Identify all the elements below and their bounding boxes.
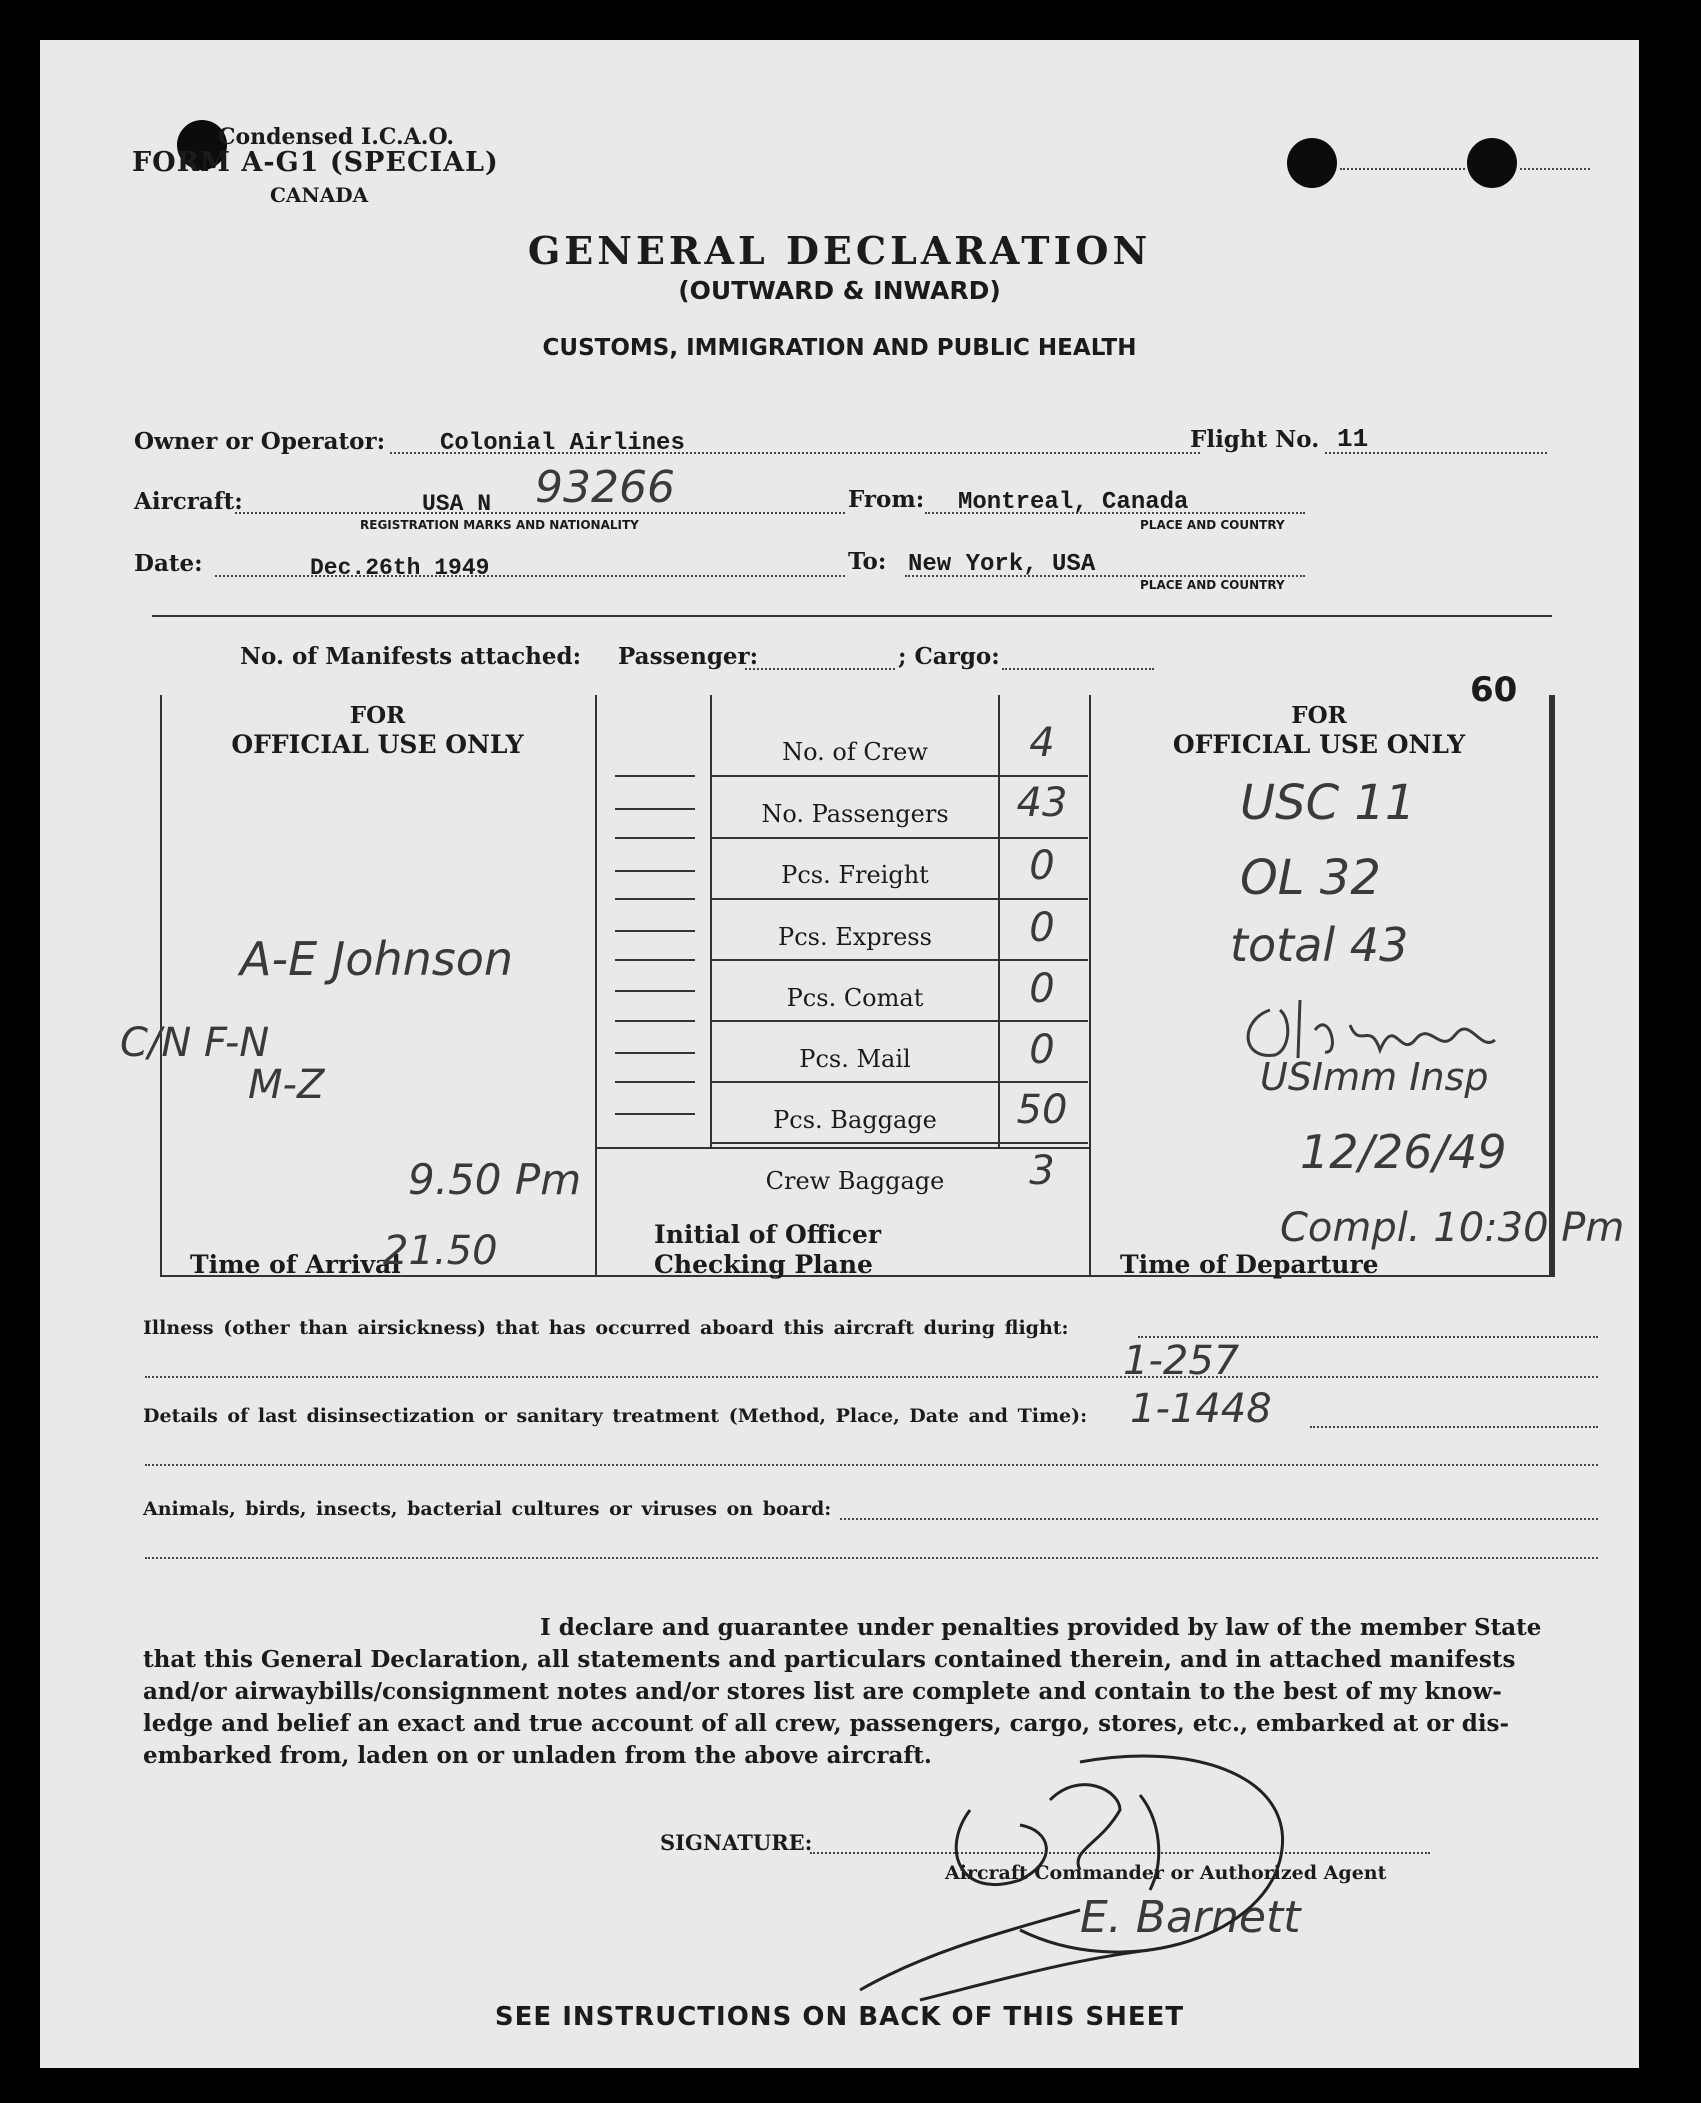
row-value-crew-baggage: 3 bbox=[1029, 1148, 1055, 1194]
right-note-1: USC 11 bbox=[1240, 775, 1416, 831]
row-value-crew: 4 bbox=[1029, 720, 1055, 766]
declaration-line-4: ledge and belief an exact and true account of all crew, passengers, cargo, stores, etc., embarked at or dis- bbox=[143, 1710, 1510, 1737]
right-official-header-2: OFFICIAL USE ONLY bbox=[1172, 730, 1466, 759]
date-value: Dec.26th 1949 bbox=[310, 555, 490, 581]
row-value-express: 0 bbox=[1029, 905, 1055, 951]
owner-label: Owner or Operator: bbox=[134, 428, 386, 455]
declaration-line-1: I declare and guarantee under penalties provided by law of the member State bbox=[540, 1614, 1542, 1641]
owner-value: Colonial Airlines bbox=[440, 430, 685, 457]
left-note-3: M-Z bbox=[248, 1062, 325, 1108]
officer-label-1: Initial of Officer bbox=[654, 1220, 882, 1249]
disinsect-handwritten: 1-1448 bbox=[1130, 1386, 1272, 1432]
dotted-line bbox=[1520, 168, 1590, 170]
date-label: Date: bbox=[134, 550, 203, 577]
signature-label: SIGNATURE: bbox=[660, 1830, 813, 1855]
left-official-header-1: FOR bbox=[349, 702, 406, 729]
punch-hole bbox=[1287, 138, 1337, 188]
dotted-line bbox=[1340, 168, 1465, 170]
aircraft-label: Aircraft: bbox=[134, 488, 243, 515]
disinsect-question: Details of last disinsectization or sanitary treatment (Method, Place, Date and Time): bbox=[143, 1405, 1088, 1427]
cargo-label: ; Cargo: bbox=[898, 643, 1000, 670]
row-value-comat: 0 bbox=[1029, 966, 1055, 1012]
row-label-express: Pcs. Express bbox=[778, 923, 932, 951]
document-subheading: CUSTOMS, IMMIGRATION AND PUBLIC HEALTH bbox=[542, 335, 1137, 361]
right-official-header-1: FOR bbox=[1291, 702, 1347, 729]
declaration-line-5: embarked from, laden on or unladen from the above aircraft. bbox=[143, 1742, 932, 1769]
footer-instructions: SEE INSTRUCTIONS ON BACK OF THIS SHEET bbox=[494, 2002, 1185, 2032]
form-line-2: FORM A-G1 (SPECIAL) bbox=[132, 147, 499, 178]
declaration-line-3: and/or airwaybills/consignment notes and/or stores list are complete and contain to the best of my know- bbox=[143, 1678, 1502, 1705]
manifests-label: No. of Manifests attached: bbox=[240, 643, 582, 670]
row-label-passengers: No. Passengers bbox=[761, 800, 949, 828]
flight-value: 11 bbox=[1337, 424, 1369, 454]
row-value-passengers: 43 bbox=[1016, 780, 1068, 826]
punch-hole bbox=[1467, 138, 1517, 188]
form-line-1: Condensed I.C.A.O. bbox=[218, 124, 454, 150]
to-caption: PLACE AND COUNTRY bbox=[1140, 578, 1285, 592]
left-note-1: A-E Johnson bbox=[240, 932, 514, 986]
departure-label: Time of Departure bbox=[1120, 1250, 1379, 1279]
document-title: GENERAL DECLARATION bbox=[527, 228, 1152, 273]
from-label: From: bbox=[848, 486, 925, 513]
inspector-signature-icon bbox=[1230, 980, 1570, 1070]
form-line-3: CANADA bbox=[270, 183, 369, 207]
row-value-mail: 0 bbox=[1029, 1027, 1055, 1073]
corner-number: 60 bbox=[1470, 670, 1518, 710]
to-value: New York, USA bbox=[908, 551, 1096, 578]
animals-question: Animals, birds, insects, bacterial cultures or viruses on board: bbox=[143, 1498, 832, 1520]
right-note-4: USImm Insp bbox=[1260, 1055, 1489, 1099]
aircraft-caption: REGISTRATION MARKS AND NATIONALITY bbox=[360, 518, 639, 532]
illness-question: Illness (other than airsickness) that has occurred aboard this aircraft during flight: bbox=[143, 1317, 1069, 1339]
document-subtitle: (OUTWARD & INWARD) bbox=[678, 276, 1001, 305]
signature-caption: Aircraft Commander or Authorized Agent bbox=[945, 1862, 1387, 1884]
arrival-handwritten: 9.50 Pm bbox=[408, 1155, 582, 1204]
divider bbox=[152, 615, 1552, 617]
from-caption: PLACE AND COUNTRY bbox=[1140, 518, 1285, 532]
aircraft-value: USA N bbox=[422, 491, 492, 517]
row-value-freight: 0 bbox=[1029, 843, 1055, 889]
aircraft-handwritten: 93266 bbox=[535, 462, 675, 513]
arrival-label: Time of Arrival bbox=[190, 1250, 401, 1279]
arrival-value: 21.50 bbox=[383, 1228, 498, 1274]
officer-label-2: Checking Plane bbox=[654, 1250, 873, 1279]
row-label-baggage: Pcs. Baggage bbox=[773, 1106, 937, 1134]
declaration-line-2: that this General Declaration, all statements and particulars contained therein, and in attached manifests bbox=[143, 1646, 1516, 1673]
flight-label: Flight No. bbox=[1190, 426, 1320, 453]
right-note-6: Compl. 10:30 Pm bbox=[1280, 1205, 1625, 1251]
signature-name: E. Barnett bbox=[1080, 1892, 1301, 1943]
illness-handwritten: 1-257 bbox=[1123, 1338, 1240, 1384]
left-official-header-2: OFFICIAL USE ONLY bbox=[231, 730, 524, 759]
right-note-2: OL 32 bbox=[1240, 850, 1381, 906]
right-note-3: total 43 bbox=[1230, 918, 1409, 972]
row-label-freight: Pcs. Freight bbox=[781, 861, 929, 889]
right-note-5: 12/26/49 bbox=[1300, 1125, 1507, 1179]
to-label: To: bbox=[848, 548, 887, 575]
left-note-2: C/N F-N bbox=[120, 1020, 270, 1066]
passenger-label: Passenger: bbox=[618, 643, 759, 670]
signature-icon bbox=[820, 1750, 1639, 2010]
from-value: Montreal, Canada bbox=[958, 489, 1189, 516]
document-page bbox=[40, 40, 1639, 2068]
row-label-comat: Pcs. Comat bbox=[786, 984, 924, 1012]
row-label-mail: Pcs. Mail bbox=[799, 1045, 911, 1073]
row-value-baggage: 50 bbox=[1016, 1087, 1068, 1133]
row-label-crew: No. of Crew bbox=[782, 738, 928, 766]
row-label-crew-baggage: Crew Baggage bbox=[765, 1167, 945, 1195]
